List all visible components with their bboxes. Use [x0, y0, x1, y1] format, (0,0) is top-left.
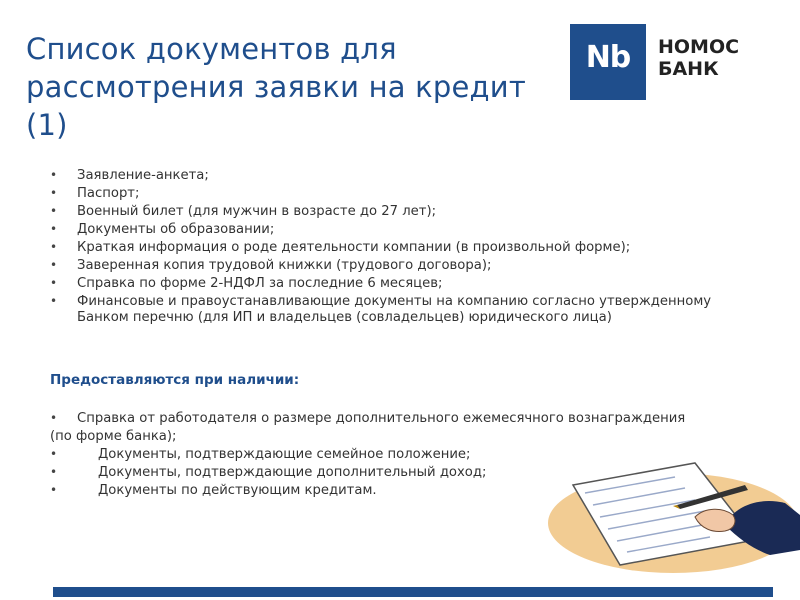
list-item: • Краткая информация о роде деятельности компании (в произвольной форме);	[46, 240, 746, 256]
required-documents-list	[46, 168, 746, 328]
list-item: • Справка по форме 2-НДФЛ за последние 6 месяцев;	[46, 276, 746, 292]
title-line-3: (1)	[26, 108, 68, 142]
list-item: • Военный билет (для мужчин в возрасте до 27 лет);	[46, 204, 746, 220]
list-item: • Документы по действующим кредитам.	[46, 483, 686, 499]
list-item: • Финансовые и правоустанавливающие документы на компанию согласно утвержденному Банком перечню (для ИП и владельцев (совладельцев) юридического лица)	[46, 294, 746, 326]
title-line-1: Список документов для	[26, 32, 397, 66]
logo-mark	[570, 24, 646, 100]
optional-documents-heading: Предоставляются при наличии:	[50, 372, 300, 388]
list-item-note: (по форме банка);	[50, 429, 177, 444]
list-item: • Заверенная копия трудовой книжки (трудового договора);	[46, 258, 746, 274]
logo-name-line-1: НОМОС	[658, 36, 740, 58]
logo-name-line-2: БАНК	[658, 58, 719, 80]
signing-document-illustration	[545, 445, 800, 580]
list-item: • Документы, подтверждающие дополнительный доход;	[46, 465, 686, 481]
list-item: • Заявление-анкета;	[46, 168, 746, 184]
list-item: • Документы об образовании;	[46, 222, 746, 238]
list-item: • Документы, подтверждающие семейное положение;	[46, 447, 686, 463]
list-item: • Паспорт;	[46, 186, 746, 202]
logo-wordmark	[658, 36, 739, 80]
logo-mark-text: Nb	[585, 40, 631, 75]
page-title	[26, 30, 566, 144]
title-line-2: рассмотрения заявки на кредит	[26, 70, 526, 104]
list-item: • Справка от работодателя о размере дополнительного ежемесячного вознаграждения	[46, 411, 686, 427]
footer-bar	[53, 587, 773, 597]
nomos-bank-logo	[570, 24, 770, 104]
